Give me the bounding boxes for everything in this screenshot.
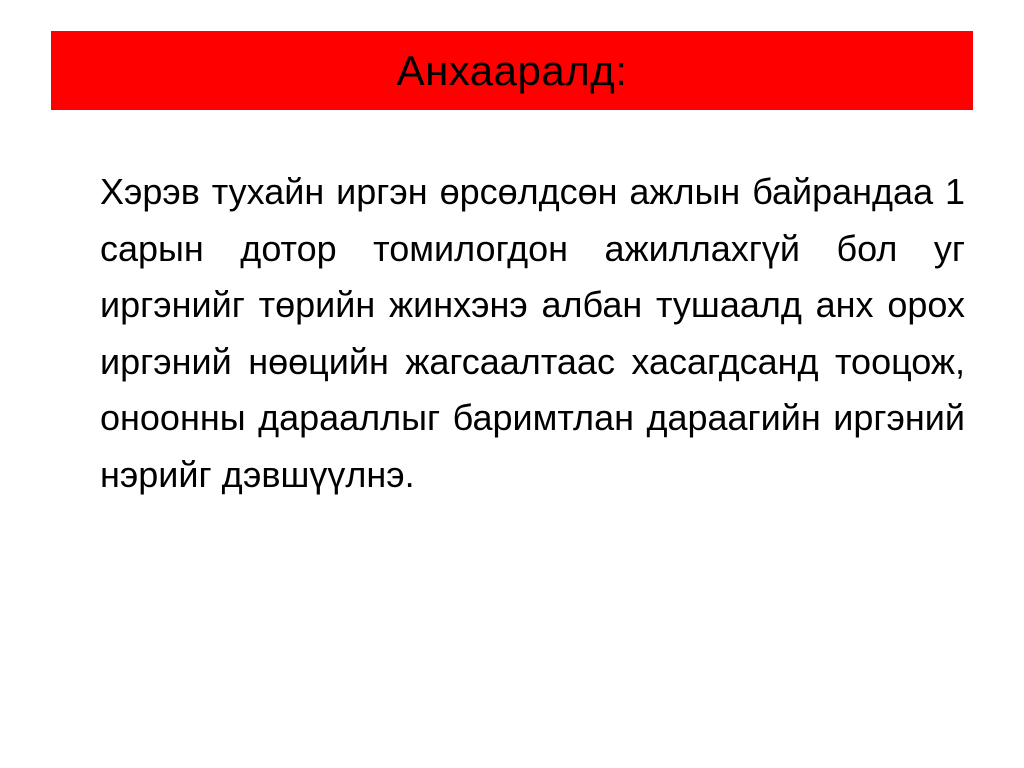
- slide-title: Анхааралд:: [396, 46, 628, 94]
- slide-body-text: Хэрэв тухайн иргэн өрсөлдсөн ажлын байрандаа 1 сарын дотор томилогдон ажиллахгүй бол уг иргэнийг төрийн жинхэнэ албан тушаалд анх орох иргэний нөөцийн жагсаалтаас хасагдсанд тооцож, оноонны дарааллыг баримтлан дараагийн иргэний нэрийг дэвшүүлнэ.: [100, 171, 965, 495]
- title-banner: [51, 31, 973, 110]
